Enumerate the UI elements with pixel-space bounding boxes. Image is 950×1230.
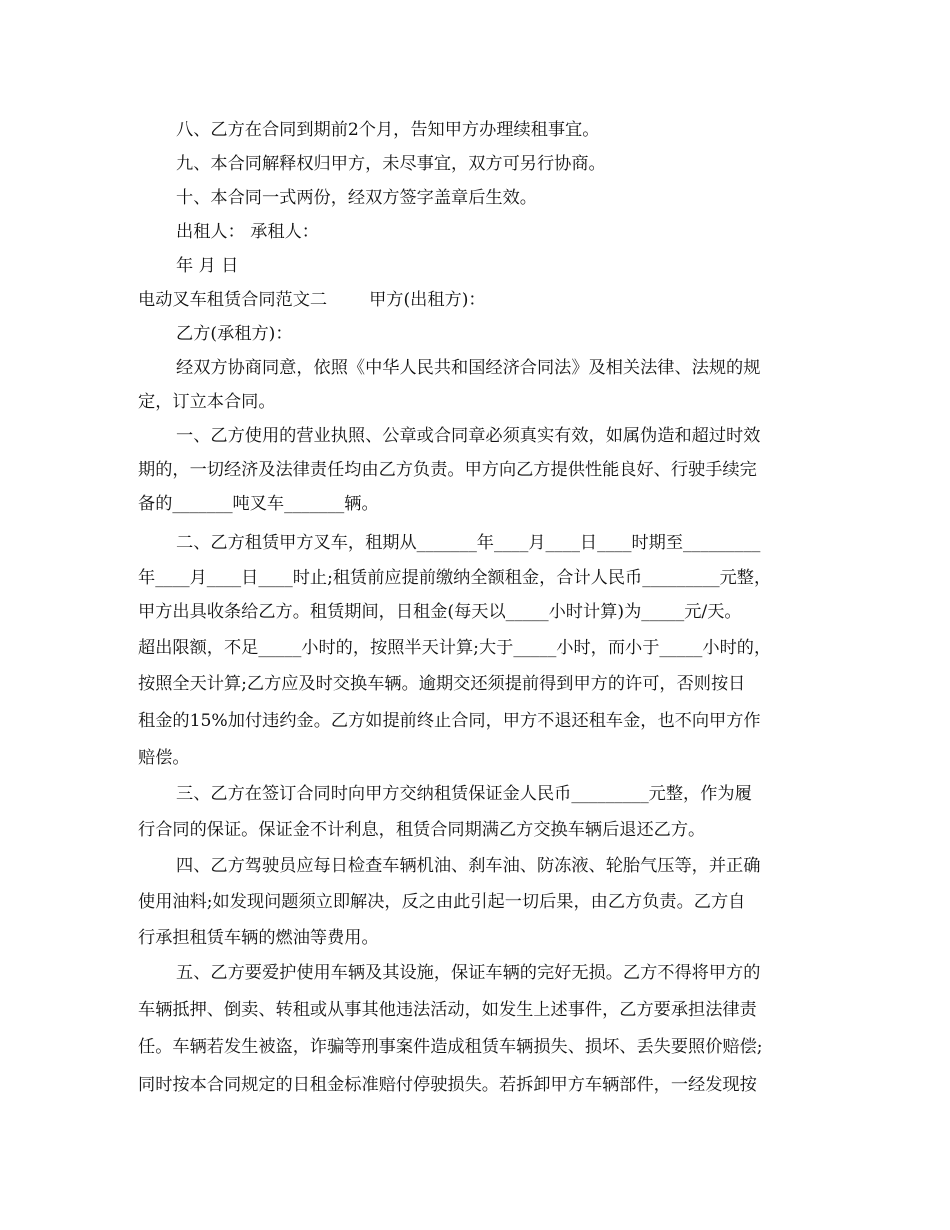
clause-9: 九、本合同解释权归甲方，未尽事宜，双方可另行协商。 bbox=[176, 154, 606, 174]
article-5-line-1: 五、乙方要爱护使用车辆及其设施，保证车辆的完好无损。乙方不得将甲方的 bbox=[176, 963, 761, 983]
article-4-line-1: 四、乙方驾驶员应每日检查车辆机油、刹车油、防冻液、轮胎气压等，并正确 bbox=[176, 856, 761, 876]
clause-10: 十、本合同一式两份，经双方签字盖章后生效。 bbox=[176, 188, 537, 208]
date-line: 年 月 日 bbox=[176, 256, 239, 276]
article-2-line-6: 租金的15%加付违约金。乙方如提前终止合同，甲方不退还租车金，也不向甲方作 bbox=[138, 711, 761, 731]
article-2-line-1: 二、乙方租赁甲方叉车，租期从_______年____月____日____时期至_________ bbox=[176, 533, 761, 553]
preamble-line-1: 经双方协商同意，依照《中华人民共和国经济合同法》及相关法律、法规的规 bbox=[176, 358, 761, 378]
signatories-line: 出租人： 承租人： bbox=[176, 222, 319, 242]
article-4-line-2: 使用油料;如发现问题须立即解决，反之由此引起一切后果，由乙方负责。乙方自 bbox=[138, 892, 746, 912]
party-b-label: 乙方(承租方)： bbox=[176, 324, 293, 344]
clause-8: 八、乙方在合同到期前2个月，告知甲方办理续租事宜。 bbox=[176, 120, 600, 140]
article-3-line-2: 行合同的保证。保证金不计利息，租赁合同期满乙方交换车辆后退还乙方。 bbox=[138, 820, 706, 840]
article-5-line-4: 同时按本合同规定的日租金标准赔付停驶损失。若拆卸甲方车辆部件，一经发现按 bbox=[138, 1075, 757, 1095]
article-2-line-2: 年____月____日____时止;租赁前应提前缴纳全额租金，合计人民币_________元整， bbox=[138, 568, 772, 588]
article-2-line-5: 按照全天计算;乙方应及时交换车辆。逾期交还须提前得到甲方的许可，否则按日 bbox=[138, 674, 746, 694]
article-1-line-2: 期的，一切经济及法律责任均由乙方负责。甲方向乙方提供性能良好、行驶手续完 bbox=[138, 460, 757, 480]
article-3-line-1: 三、乙方在签订合同时向甲方交纳租赁保证金人民币_________元整，作为履 bbox=[176, 784, 752, 804]
second-contract-heading bbox=[138, 288, 486, 312]
article-1-line-3: 备的_______吨叉车_______辆。 bbox=[138, 494, 379, 514]
preamble-line-2: 定，订立本合同。 bbox=[138, 392, 276, 412]
article-2-line-3: 甲方出具收条给乙方。租赁期间，日租金(每天以_____小时计算)为_____元/天。 bbox=[138, 602, 742, 622]
article-2-line-7: 赔偿。 bbox=[138, 748, 190, 768]
article-5-line-2: 车辆抵押、倒卖、转租或从事其他违法活动，如发生上述事件，乙方要承担法律责 bbox=[138, 1000, 757, 1020]
article-4-line-3: 行承担租赁车辆的燃油等费用。 bbox=[138, 928, 379, 948]
article-2-line-4: 超出限额，不足_____小时的，按照半天计算;大于_____小时，而小于_____小时的， bbox=[138, 638, 772, 658]
contract-title: 电动叉车租赁合同范文二 bbox=[138, 290, 328, 310]
party-a-label: 甲方(出租方)： bbox=[369, 290, 486, 310]
article-1-line-1: 一、乙方使用的营业执照、公章或合同章必须真实有效，如属伪造和超过时效 bbox=[176, 426, 761, 446]
article-5-line-3: 任。车辆若发生被盗，诈骗等刑事案件造成租赁车辆损失、损坏、丢失要照价赔偿; bbox=[138, 1037, 763, 1057]
